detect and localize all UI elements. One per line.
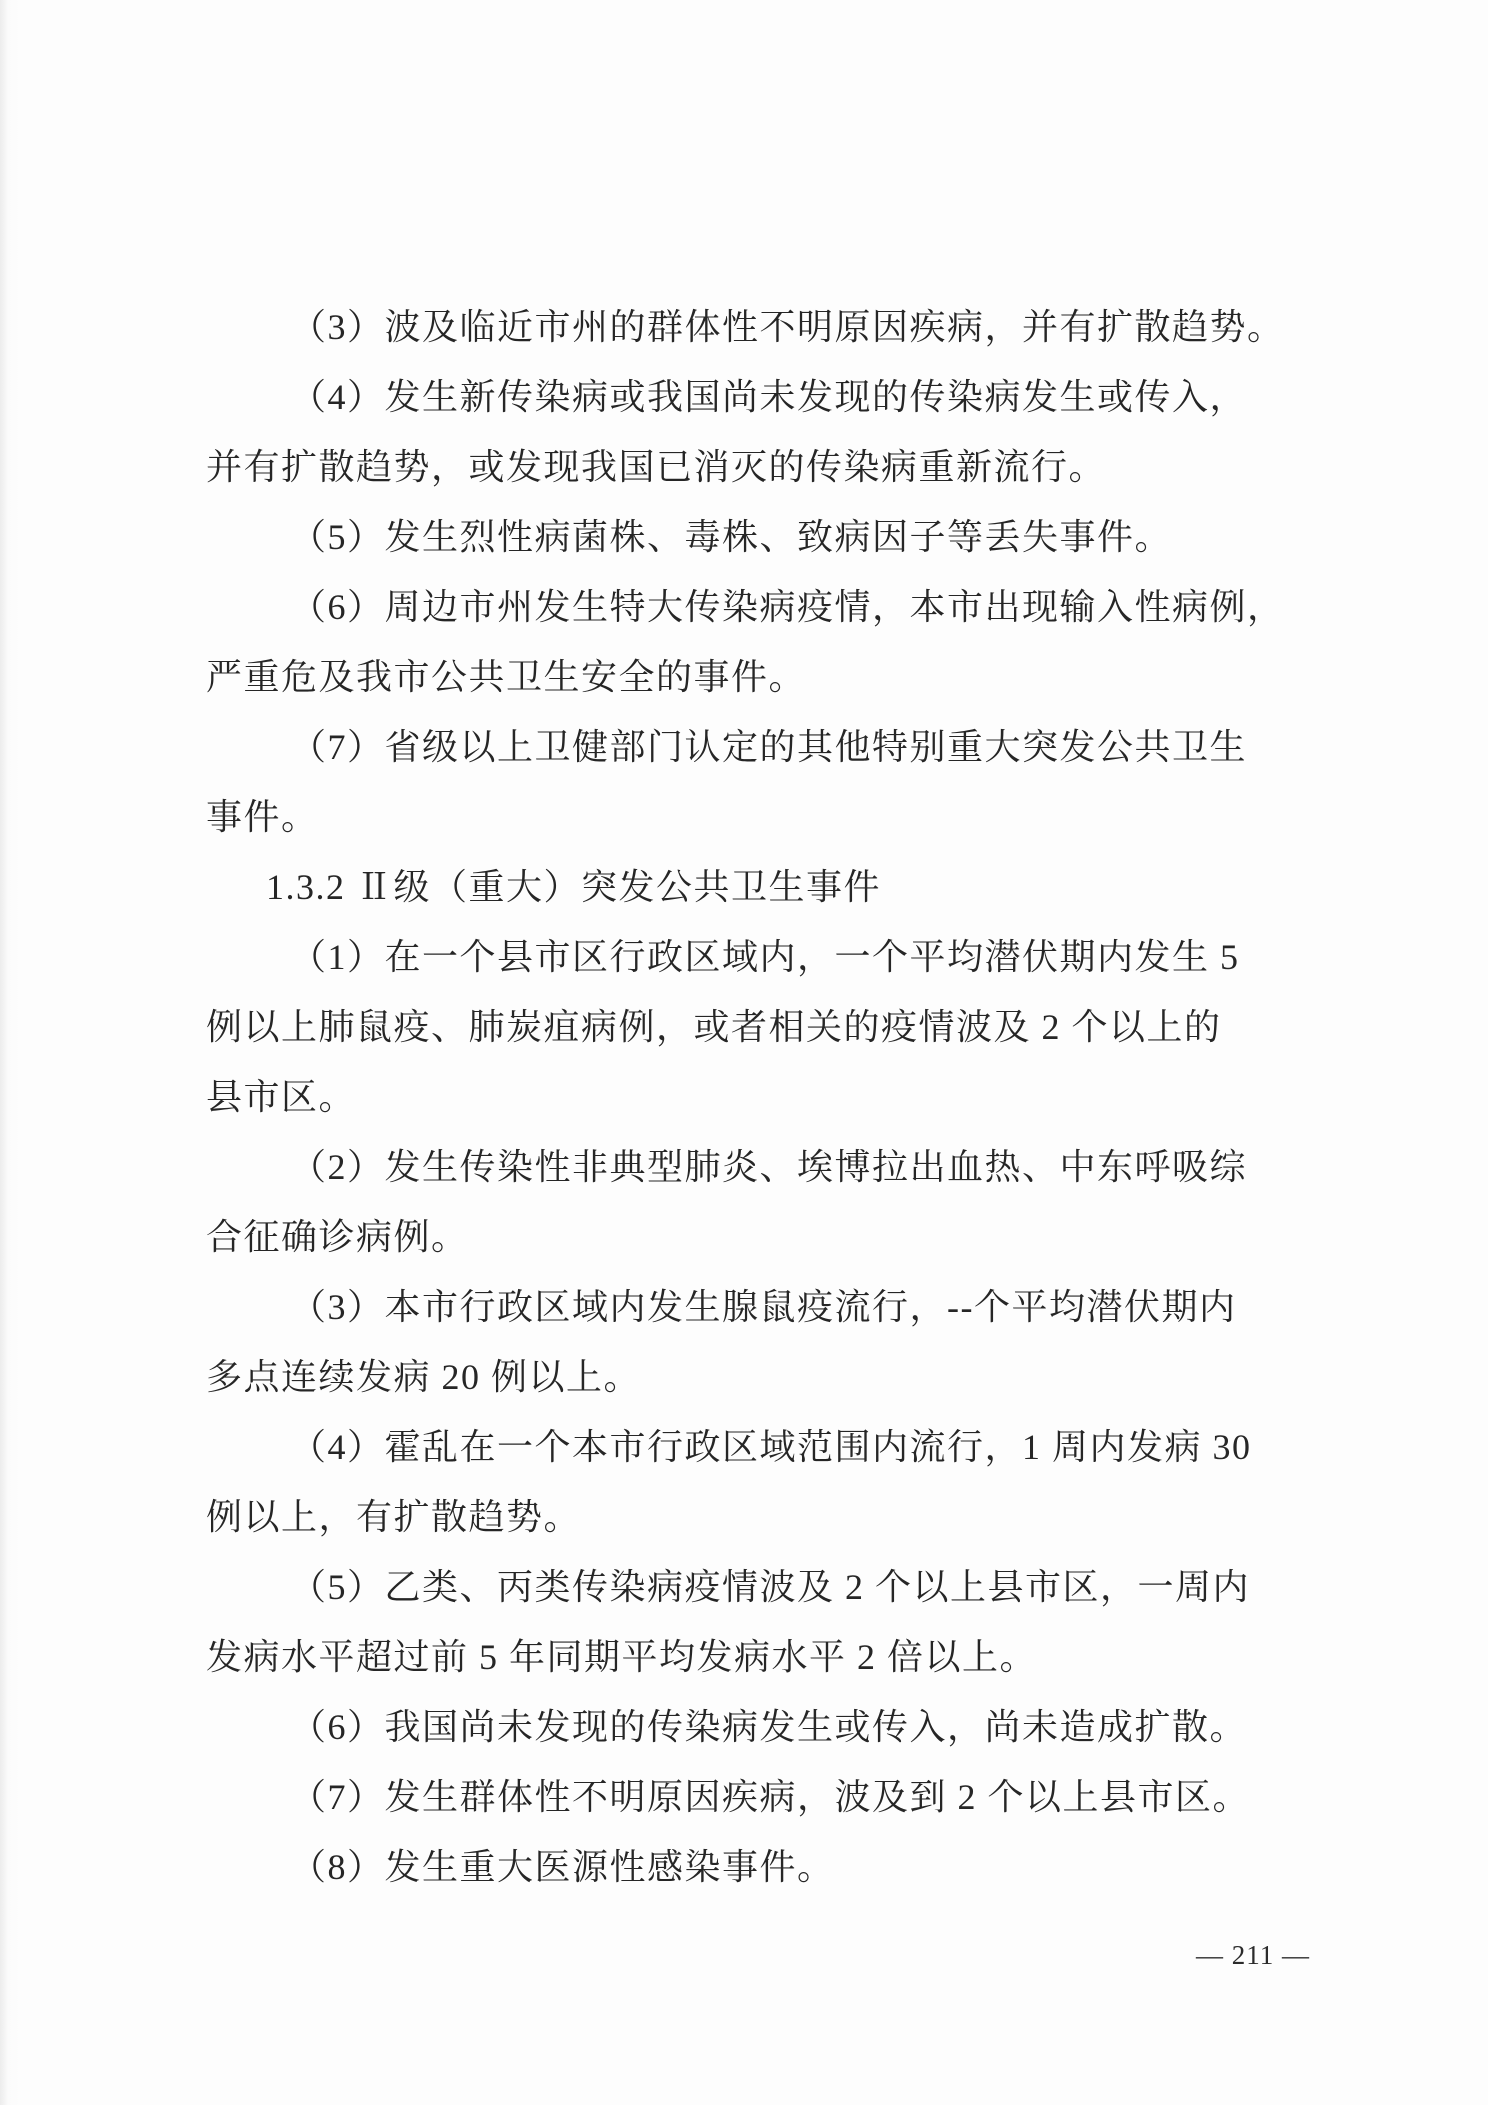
document-body — [206, 292, 1298, 1902]
text-line: （3）本市行政区域内发生腺鼠疫流行，--个平均潜伏期内 — [290, 1287, 1237, 1327]
text-line: 事件。 — [206, 797, 319, 837]
text-line: 例以上肺鼠疫、肺炭疽病例，或者相关的疫情波及 2 个以上的 — [206, 1007, 1222, 1047]
text-line: 合征确诊病例。 — [206, 1217, 469, 1257]
text-line: （5）发生烈性病菌株、毒株、致病因子等丢失事件。 — [290, 517, 1173, 557]
text-line: （6）我国尚未发现的传染病发生或传入，尚未造成扩散。 — [290, 1707, 1248, 1747]
text-line: （3）波及临近市州的群体性不明原因疾病，并有扩散趋势。 — [290, 307, 1285, 347]
text-line: （7）省级以上卫健部门认定的其他特别重大突发公共卫生 — [290, 727, 1248, 767]
text-line: （4）发生新传染病或我国尚未发现的传染病发生或传入， — [290, 377, 1248, 417]
text-line: 严重危及我市公共卫生安全的事件。 — [206, 657, 807, 697]
text-line: （8）发生重大医源性感染事件。 — [290, 1847, 835, 1887]
text-line: （7）发生群体性不明原因疾病，波及到 2 个以上县市区。 — [290, 1777, 1251, 1817]
text-line: （1）在一个县市区行政区域内，一个平均潜伏期内发生 5 — [290, 937, 1240, 977]
text-line: （5）乙类、丙类传染病疫情波及 2 个以上县市区，一周内 — [290, 1567, 1251, 1607]
section-heading: 1.3.2 Ⅱ级（重大）突发公共卫生事件 — [266, 867, 882, 907]
text-line: 发病水平超过前 5 年同期平均发病水平 2 倍以上。 — [206, 1637, 1038, 1677]
text-line: 多点连续发病 20 例以上。 — [206, 1357, 642, 1397]
text-line: （6）周边市州发生特大传染病疫情，本市出现输入性病例， — [290, 587, 1285, 627]
text-line: 县市区。 — [206, 1077, 357, 1117]
text-line: （2）发生传染性非典型肺炎、埃博拉出血热、中东呼吸综 — [290, 1147, 1248, 1187]
page-number: — 211 — — [1196, 1940, 1310, 1970]
text-line: 并有扩散趋势，或发现我国已消灭的传染病重新流行。 — [206, 447, 1107, 487]
text-line: 例以上，有扩散趋势。 — [206, 1497, 582, 1537]
text-line: （4）霍乱在一个本市行政区域范围内流行，1 周内发病 30 — [290, 1427, 1252, 1467]
